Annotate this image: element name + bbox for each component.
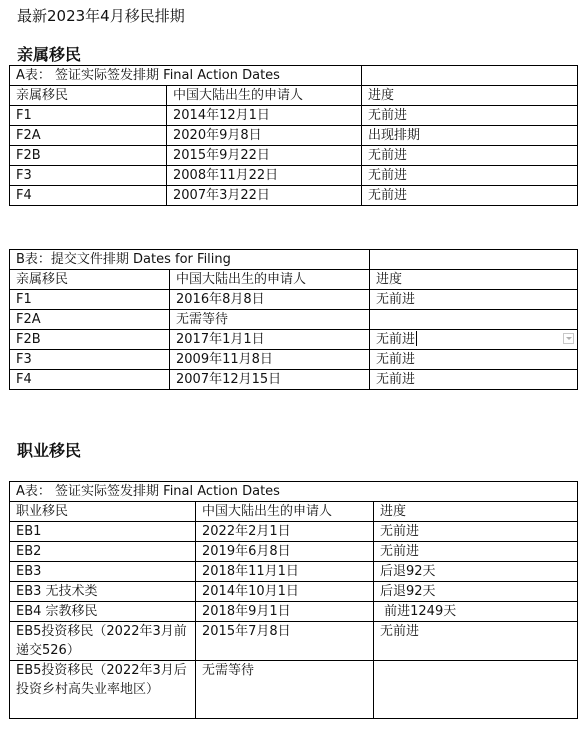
date-cell[interactable]: 无需等待	[196, 661, 374, 719]
table-caption[interactable]: B表：提交文件排期 Dates for Filing	[10, 250, 370, 270]
category-cell[interactable]: EB2	[10, 542, 196, 562]
category-cell[interactable]: F2A	[10, 310, 170, 330]
category-cell[interactable]: F2A	[10, 126, 167, 146]
date-cell[interactable]: 无需等待	[170, 310, 370, 330]
table-row	[10, 310, 578, 330]
family-section-heading: 亲属移民	[17, 45, 82, 64]
progress-cell[interactable]: 无前进	[362, 166, 578, 186]
column-header-progress[interactable]: 进度	[370, 270, 578, 290]
table-caption[interactable]: A表： 签证实际签发排期 Final Action Dates	[10, 66, 362, 86]
progress-cell[interactable]: 无前进	[374, 622, 578, 661]
table-row	[10, 146, 578, 166]
category-cell[interactable]: EB5投资移民（2022年3月后投资乡村高失业率地区）	[10, 661, 196, 719]
table-row	[10, 370, 578, 390]
progress-cell[interactable]: 后退92天	[374, 562, 578, 582]
category-cell[interactable]: F3	[10, 350, 170, 370]
table-caption[interactable]: A表： 签证实际签发排期 Final Action Dates	[10, 482, 578, 502]
category-cell[interactable]: EB5投资移民（2022年3月前递交526）	[10, 622, 196, 661]
table-row	[10, 330, 578, 350]
category-cell[interactable]: F2B	[10, 330, 170, 350]
progress-cell[interactable]: 无前进	[362, 186, 578, 206]
table-row	[10, 126, 578, 146]
document-title: 最新2023年4月移民排期	[17, 7, 185, 25]
table-caption-row	[10, 482, 578, 502]
progress-cell[interactable]: 无前进	[374, 522, 578, 542]
table-row	[10, 166, 578, 186]
category-cell[interactable]: F1	[10, 290, 170, 310]
family-dates-for-filing-table	[9, 249, 578, 390]
date-cell[interactable]: 2009年11月8日	[170, 350, 370, 370]
employment-section-heading: 职业移民	[17, 441, 82, 460]
table-cell[interactable]	[362, 66, 578, 86]
date-cell[interactable]: 2007年3月22日	[167, 186, 362, 206]
date-cell[interactable]: 2014年12月1日	[167, 106, 362, 126]
table-row	[10, 562, 578, 582]
table-row	[10, 522, 578, 542]
date-cell[interactable]: 2014年10月1日	[196, 582, 374, 602]
progress-cell[interactable]: 出现排期	[362, 126, 578, 146]
date-cell[interactable]: 2008年11月22日	[167, 166, 362, 186]
progress-cell[interactable]: 无前进	[370, 350, 578, 370]
date-cell[interactable]: 2015年9月22日	[167, 146, 362, 166]
table-row	[10, 602, 578, 622]
date-cell[interactable]: 2022年2月1日	[196, 522, 374, 542]
text-cursor	[416, 331, 417, 346]
dropdown-arrow-icon[interactable]	[563, 333, 574, 344]
date-cell[interactable]: 2015年7月8日	[196, 622, 374, 661]
category-cell[interactable]: F4	[10, 186, 167, 206]
progress-cell-text: 无前进	[376, 332, 416, 347]
table-row	[10, 542, 578, 562]
category-cell[interactable]: F2B	[10, 146, 167, 166]
table-cell[interactable]	[370, 250, 578, 270]
progress-cell[interactable]	[370, 310, 578, 330]
category-cell[interactable]: EB3 无技术类	[10, 582, 196, 602]
family-final-action-table	[9, 65, 578, 206]
column-header-progress[interactable]: 进度	[374, 502, 578, 522]
date-cell[interactable]: 2007年12月15日	[170, 370, 370, 390]
table-row	[10, 661, 578, 719]
table-header-row	[10, 270, 578, 290]
table-row	[10, 622, 578, 661]
date-cell[interactable]: 2020年9月8日	[167, 126, 362, 146]
progress-cell[interactable]: 无前进	[370, 370, 578, 390]
date-cell[interactable]: 2017年1月1日	[170, 330, 370, 350]
date-cell[interactable]: 2018年9月1日	[196, 602, 374, 622]
category-cell[interactable]: EB1	[10, 522, 196, 542]
category-cell[interactable]: EB3	[10, 562, 196, 582]
table-header-row	[10, 86, 578, 106]
progress-cell[interactable]: 无前进	[374, 542, 578, 562]
progress-cell[interactable]: 前进1249天	[374, 602, 578, 622]
table-row	[10, 106, 578, 126]
column-header-progress[interactable]: 进度	[362, 86, 578, 106]
category-cell[interactable]: F3	[10, 166, 167, 186]
column-header-china-applicants[interactable]: 中国大陆出生的申请人	[167, 86, 362, 106]
table-row	[10, 186, 578, 206]
table-caption-row	[10, 250, 578, 270]
progress-cell[interactable]: 后退92天	[374, 582, 578, 602]
progress-cell[interactable]	[374, 661, 578, 719]
column-header-category[interactable]: 亲属移民	[10, 270, 170, 290]
progress-cell[interactable]: 无前进	[362, 146, 578, 166]
table-caption-row	[10, 66, 578, 86]
category-cell[interactable]: EB4 宗教移民	[10, 602, 196, 622]
progress-cell[interactable]: 无前进	[370, 290, 578, 310]
date-cell[interactable]: 2019年6月8日	[196, 542, 374, 562]
category-cell[interactable]: F1	[10, 106, 167, 126]
category-cell[interactable]: F4	[10, 370, 170, 390]
column-header-category[interactable]: 亲属移民	[10, 86, 167, 106]
progress-cell[interactable]: 无前进	[362, 106, 578, 126]
date-cell[interactable]: 2016年8月8日	[170, 290, 370, 310]
table-row	[10, 582, 578, 602]
date-cell[interactable]: 2018年11月1日	[196, 562, 374, 582]
progress-cell-editing[interactable]	[370, 330, 578, 350]
employment-final-action-table	[9, 481, 578, 719]
column-header-category[interactable]: 职业移民	[10, 502, 196, 522]
column-header-china-applicants[interactable]: 中国大陆出生的申请人	[170, 270, 370, 290]
table-header-row	[10, 502, 578, 522]
table-row	[10, 350, 578, 370]
column-header-china-applicants[interactable]: 中国大陆出生的申请人	[196, 502, 374, 522]
table-row	[10, 290, 578, 310]
